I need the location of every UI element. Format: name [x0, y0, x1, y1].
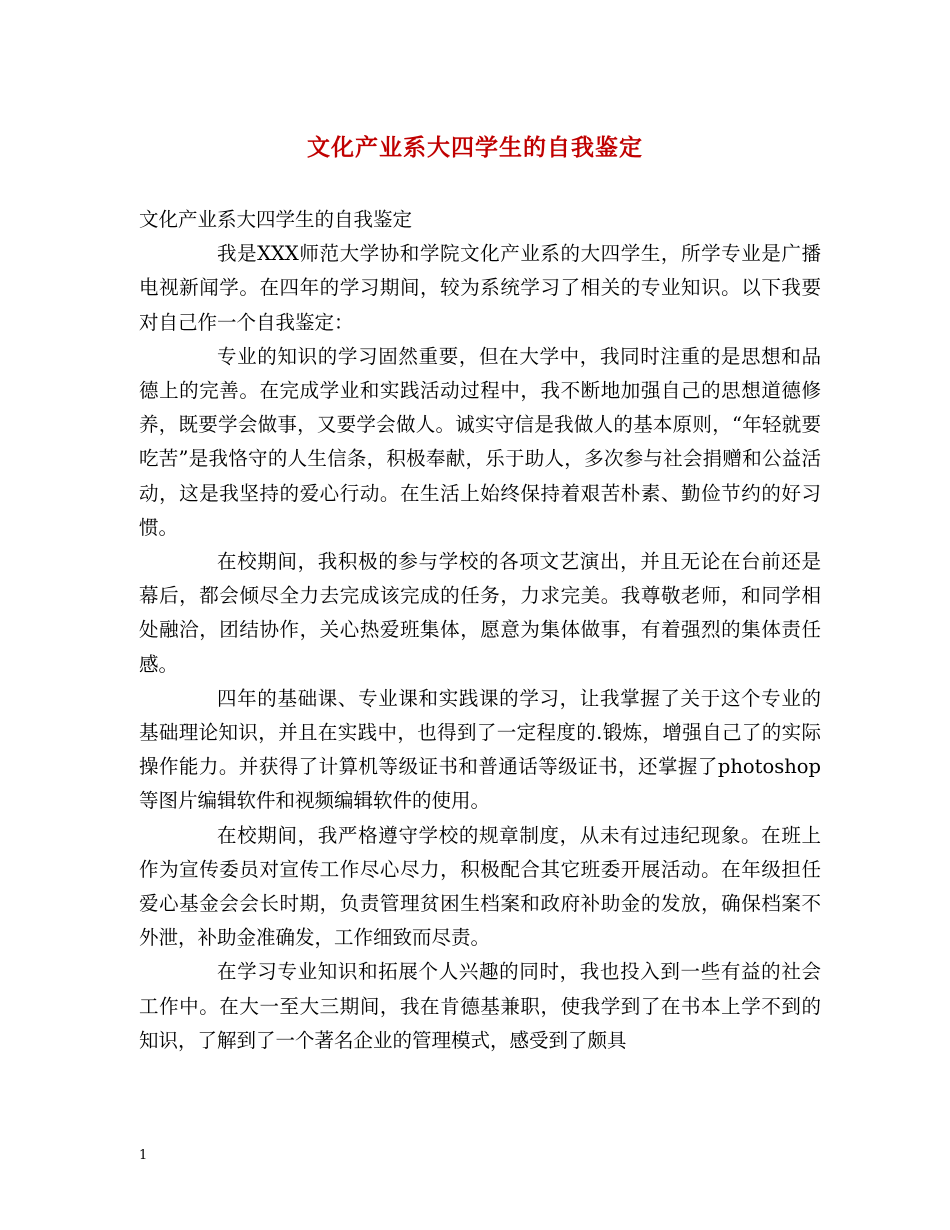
paragraph-activities: 在校期间，我积极的参与学校的各项文艺演出，并且无论在台前还是幕后，都会倾尽全力去完成该完成的任务，力求完美。我尊敬老师，和同学相处融洽，团结协作，关心热爱班集体，愿意为集体做事，有着强烈的集体责任感。	[139, 550, 821, 676]
paragraph-morality: 专业的知识的学习固然重要，但在大学中，我同时注重的是思想和品德上的完善。在完成学业和实践活动过程中，我不断地加强自己的思想道德修养，既要学会做事，又要学会做人。诚实守信是我做人的基本原则，“年轻就要吃苦”是我恪守的人生信条，积极奉献，乐于助人，多次参与社会捐赠和公益活动，这是我坚持的爱心行动。在生活上始终保持着艰苦朴素、勤俭节约的好习惯。	[139, 344, 821, 539]
document-subtitle: 文化产业系大四学生的自我鉴定	[139, 208, 413, 231]
paragraph-study: 四年的基础课、专业课和实践课的学习，让我掌握了关于这个专业的基础理论知识，并且在实践中，也得到了一定程度的.锻炼，增强自己了的实际操作能力。并获得了计算机等级证书和普通话等级证书，还掌握了photoshop等图片编辑软件和视频编辑软件的使用。	[139, 686, 821, 813]
paragraph-social-work: 在学习专业知识和拓展个人兴趣的同时，我也投入到一些有益的社会工作中。在大一至大三期间，我在肯德基兼职，使我学到了在书本上学不到的知识，了解到了一个著名企业的管理模式，感受到了颇具	[139, 960, 821, 1052]
paragraph-discipline: 在校期间，我严格遵守学校的规章制度，从未有过违纪现象。在班上作为宣传委员对宣传工作尽心尽力，积极配合其它班委开展活动。在年级担任爱心基金会会长时期，负责管理贫困生档案和政府补助金的发放，确保档案不外泄，补助金准确发，工作细致而尽责。	[139, 823, 821, 950]
page-number: 1	[139, 1148, 148, 1163]
paragraph-intro: 我是XXX师范大学协和学院文化产业系的大四学生，所学专业是广播电视新闻学。在四年的学习期间，较为系统学习了相关的专业知识。以下我要对自己作一个自我鉴定：	[139, 242, 821, 334]
document-title: 文化产业系大四学生的自我鉴定	[307, 134, 643, 161]
document-body	[139, 203, 821, 1058]
